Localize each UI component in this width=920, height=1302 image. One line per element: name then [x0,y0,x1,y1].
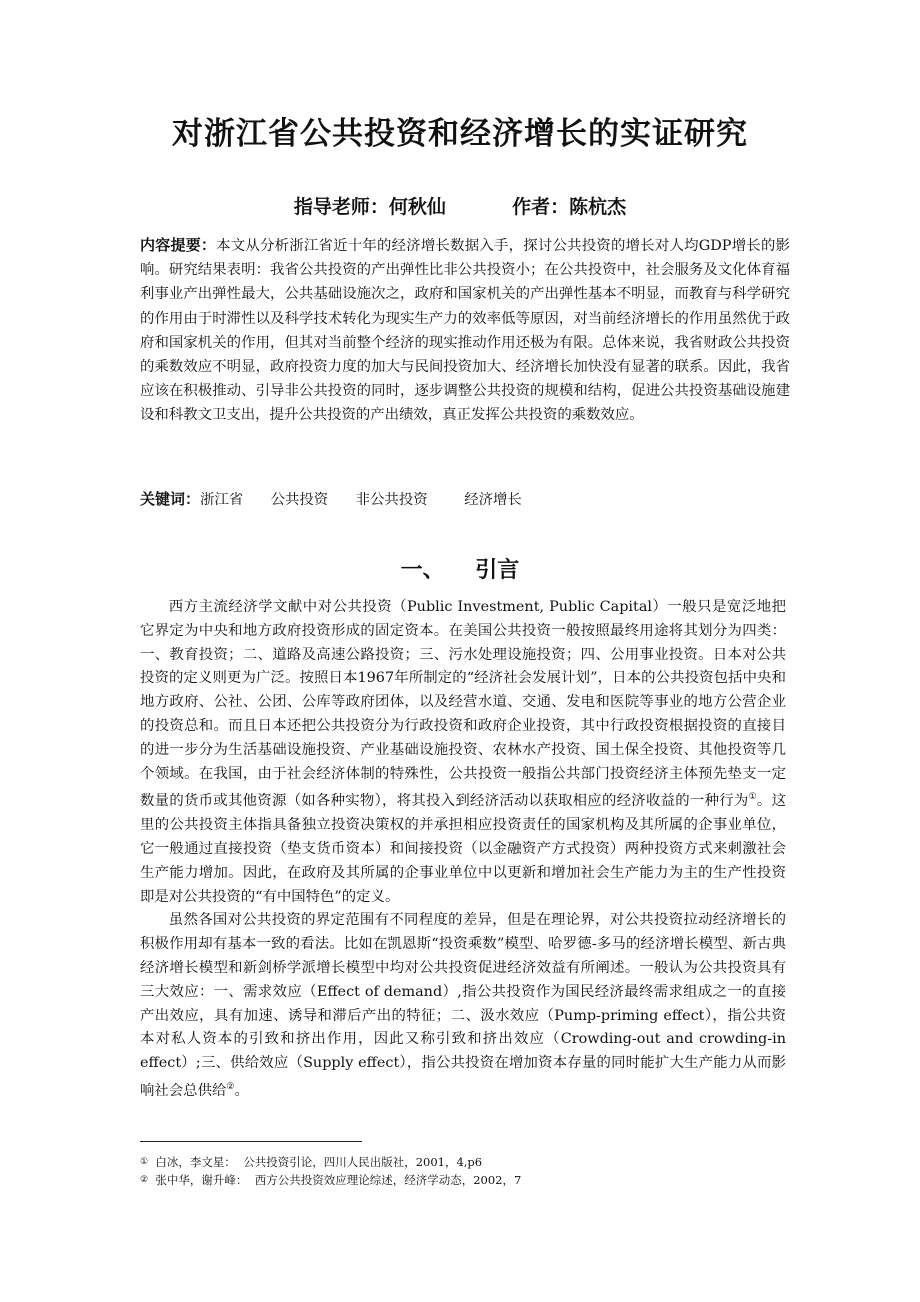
abstract-label: 内容提要： [140,236,217,254]
paragraph-text: 。 [234,1082,249,1099]
keywords [140,486,790,513]
footnote [140,1171,790,1189]
abstract-text: 本文从分析浙江省近十年的经济增长数据入手，探讨公共投资的增长对人均GDP增长的影响。研究结果表明：我省公共投资的产出弹性比非公共投资小；在公共投资中，社会服务及文化体育福利事业产出弹性最大，公共基础设施次之，政府和国家机关的产出弹性基本不明显，而教育与科学研究的作用由于时滞性以及科学技术转化为现实生产力的效率低等原因，对当前经济增长的作用虽然优于政府和国家机关的作用，但其对当前整个经济的现实推动作用还极为有限。总体来说，我省财政公共投资的乘数效应不明显，政府投资力度的加大与民间投资加大、经济增长加快没有显著的联系。因此，我省应该在积极推动、引导非公共投资的同时，逐步调整公共投资的规模和结构，促进公共投资基础设施建设和科教文卫支出，提升公共投资的产出绩效，真正发挥公共投资的乘数效应。 [140,238,790,424]
author-line: 指导老师：何秋仙 作者：陈杭杰 [293,196,627,218]
footnote-mark: ② [140,1175,149,1185]
paper-title: 对浙江省公共投资和经济增长的实证研究 [172,116,748,152]
abstract [140,233,790,428]
section-heading-introduction: 一、 引言 [400,557,520,583]
paragraph-text: 虽然各国对公共投资的界定范围有不同程度的差异，但是在理论界，对公共投资拉动经济增长的积极作用却有基本一致的看法。比如在凯恩斯“投资乘数”模型、哈罗德-多马的经济增长模型、新古典经济增长模型和新剑桥学派增长模型中均对公共投资促进经济效益有所阐述。一般认为公共投资具有三大效应：一、需求效应（Effect of demand）,指公共投资作为国民经济最终需求组成之一的直接产出效应，具有加速、诱导和滞后产出的特征；二、汲水效应（Pump-priming effect），指公共资本对私人资本的引致和挤出作用，因此又称引致和挤出效应（Crowding-out and crowding-in effect）;三、供给效应（Supply effect），指公共投资在增加资本存量的同时能扩大生产能力从而影响社会总供给 [140,912,786,1099]
footnote-reference[interactable]: ① [748,792,757,803]
footnote-separator [140,1141,362,1142]
footnote [140,1153,790,1171]
introduction-body [140,596,786,1104]
paragraph-text: 西方主流经济学文献中对公共投资（Public Investment, Public Capital）一般只是宽泛地把它界定为中央和地方政府投资形成的固定资本。在美国公共投资一般按照最终用途将其划分为四类：一、教育投资；二、道路及高速公路投资；三、污水处理设施投资；四、公用事业投资。日本对公共投资的定义则更为广泛。按照日本1967年所制定的“经济社会发展计划”，日本的公共投资包括中央和地方政府、公社、公团、公库等政府团体，以及经营水道、交通、发电和医院等事业的地方公营企业的投资总和。而且日本还把公共投资分为行政投资和政府企业投资，其中行政投资根据投资的直接目的进一步分为生活基础设施投资、产业基础设施投资、农林水产投资、国土保全投资、其他投资等几个领域。在我国，由于社会经济体制的特殊性，公共投资一般指公共部门投资经济主体预先垫支一定数量的货币或其他资源（如各种实物），将其投入到经济活动以获取相应的经济收益的一种行为 [140,599,786,810]
footnote-mark: ① [140,1157,149,1167]
footnotes [140,1153,790,1189]
footnote-reference[interactable]: ② [226,1081,235,1092]
keywords-list: 浙江省 公共投资 非公共投资 经济增长 [200,492,522,508]
footnote-text: 张中华，谢升峰： 西方公共投资效应理论综述，经济学动态，2002，7 [148,1173,522,1187]
paragraph-text: 。这里的公共投资主体指具备独立投资决策权的并承担相应投资责任的国家机构及其所属的企事业单位，它一般通过直接投资（垫支货币资本）和间接投资（以金融资产方式投资）两种投资方式来刺激社会生产能力增加。因此，在政府及其所属的企事业单位中以更新和增加社会生产能力为主的生产性投资即是对公共投资的“有中国特色”的定义。 [140,793,786,905]
body-paragraph [140,596,786,909]
keywords-label: 关键词： [140,490,201,508]
body-paragraph [140,909,786,1103]
footnote-text: 白冰，李文星： 公共投资引论，四川人民出版社，2001，4,p6 [148,1155,483,1169]
